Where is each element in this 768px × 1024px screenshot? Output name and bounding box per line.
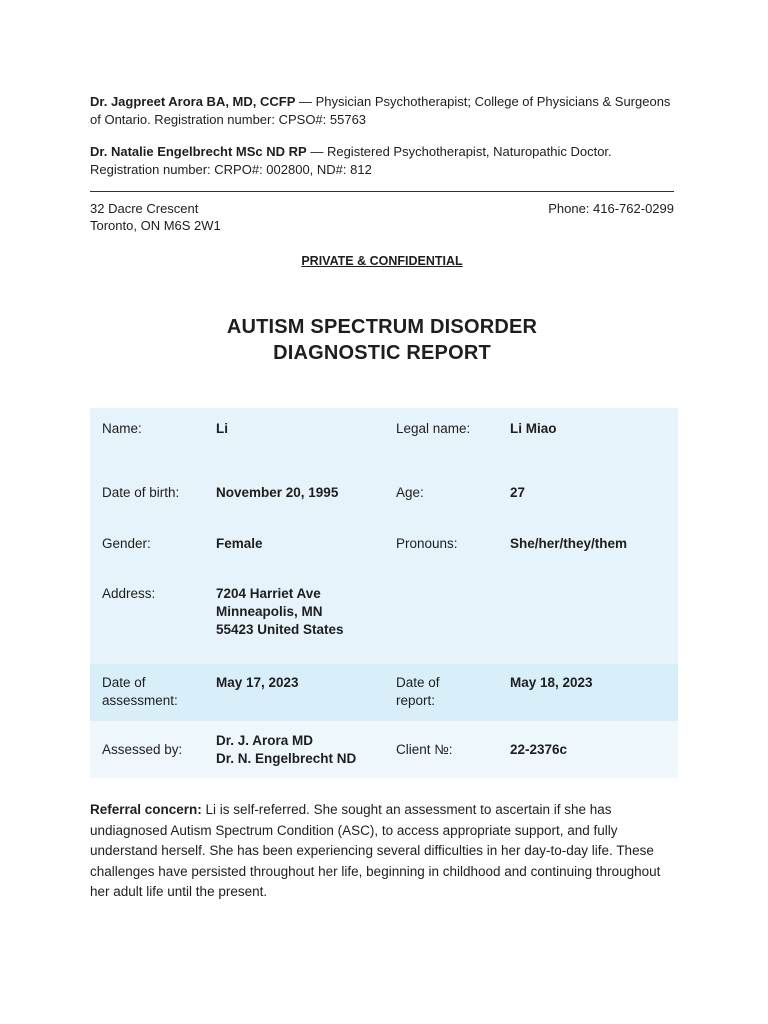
pronouns-label: Pronouns: bbox=[396, 536, 458, 551]
gender-value: Female bbox=[216, 536, 263, 551]
info-row-address bbox=[90, 566, 678, 664]
clinic-phone: Phone: 416-762-0299 bbox=[548, 201, 674, 216]
confidential-label: PRIVATE & CONFIDENTIAL bbox=[301, 254, 463, 268]
address-label: Address: bbox=[102, 586, 156, 601]
clinic-address-line1: 32 Dacre Crescent bbox=[90, 201, 199, 216]
info-row-assessors bbox=[90, 721, 678, 778]
assessors-value bbox=[204, 732, 384, 768]
legal-name-label: Legal name: bbox=[396, 421, 471, 436]
assessment-date-label bbox=[90, 674, 204, 710]
pronouns-value: She/her/they/them bbox=[510, 536, 628, 551]
assessment-date-label-line1: Date of bbox=[102, 675, 146, 690]
info-row-gender bbox=[90, 515, 678, 566]
address-line3: 55423 United States bbox=[216, 622, 344, 637]
legal-name-value: Li Miao bbox=[510, 421, 557, 436]
report-title-line2: DIAGNOSTIC REPORT bbox=[273, 342, 491, 364]
info-row-dates bbox=[90, 664, 678, 721]
address-value bbox=[204, 585, 384, 639]
practitioner-2-details: — Registered Psychotherapist, Naturopathic Doctor. Registration number: CRPO#: 002800, ND#: 812 bbox=[90, 144, 612, 177]
client-no-value: 22-2376c bbox=[510, 741, 568, 757]
report-date-label-line1: Date of bbox=[396, 675, 440, 690]
assessor-1: Dr. J. Arora MD bbox=[216, 732, 314, 748]
assessment-date-label-line2: assessment: bbox=[102, 693, 178, 708]
report-title-line1: AUTISM SPECTRUM DISORDER bbox=[226, 316, 538, 338]
practitioner-2-name: Dr. Natalie Engelbrecht MSc ND RP bbox=[90, 144, 307, 159]
assessed-by-label: Assessed by: bbox=[102, 741, 183, 757]
client-no-label: Client №: bbox=[396, 741, 453, 757]
report-date-label bbox=[384, 674, 498, 710]
referral-concern bbox=[90, 800, 674, 903]
header-divider bbox=[90, 191, 674, 192]
report-date-label-line2: report: bbox=[396, 693, 436, 708]
clinic-address bbox=[90, 200, 221, 234]
practitioner-1-details: — Physician Psychotherapist; College of Physicians & Surgeons of Ontario. Registration number: CPSO#: 55763 bbox=[90, 94, 671, 127]
assessment-date-value: May 17, 2023 bbox=[216, 675, 299, 690]
name-label: Name: bbox=[102, 421, 142, 436]
client-info-table bbox=[90, 408, 678, 778]
address-line1: 7204 Harriet Ave bbox=[216, 586, 321, 601]
assessor-2: Dr. N. Engelbrecht ND bbox=[216, 750, 357, 766]
referral-label: Referral concern: bbox=[90, 802, 202, 817]
clinic-contact bbox=[90, 200, 674, 234]
report-date-value: May 18, 2023 bbox=[510, 675, 593, 690]
report-title bbox=[90, 314, 674, 366]
info-row-dob bbox=[90, 465, 678, 515]
report-page bbox=[90, 93, 674, 916]
practitioner-2 bbox=[90, 143, 674, 179]
clinic-address-line2: Toronto, ON M6S 2W1 bbox=[90, 218, 221, 233]
name-value: Li bbox=[216, 421, 228, 436]
dob-label: Date of birth: bbox=[102, 485, 180, 500]
referral-text: Li is self-referred. She sought an assessment to ascertain if she has undiagnosed Autism Spectrum Condition (ASC), to access appropriate support, and fully understand herself. She has been experiencing several difficulties in her day-to-day life. These challenges have persisted throughout her life, beginning in childhood and continuing throughout her adult life until the present. bbox=[90, 802, 661, 899]
age-value: 27 bbox=[510, 485, 526, 500]
dob-value: November 20, 1995 bbox=[216, 485, 339, 500]
gender-label: Gender: bbox=[102, 536, 151, 551]
age-label: Age: bbox=[396, 485, 424, 500]
info-row-name bbox=[90, 408, 678, 465]
address-line2: Minneapolis, MN bbox=[216, 604, 323, 619]
practitioner-1-name: Dr. Jagpreet Arora BA, MD, CCFP bbox=[90, 94, 296, 109]
practitioner-1 bbox=[90, 93, 674, 129]
